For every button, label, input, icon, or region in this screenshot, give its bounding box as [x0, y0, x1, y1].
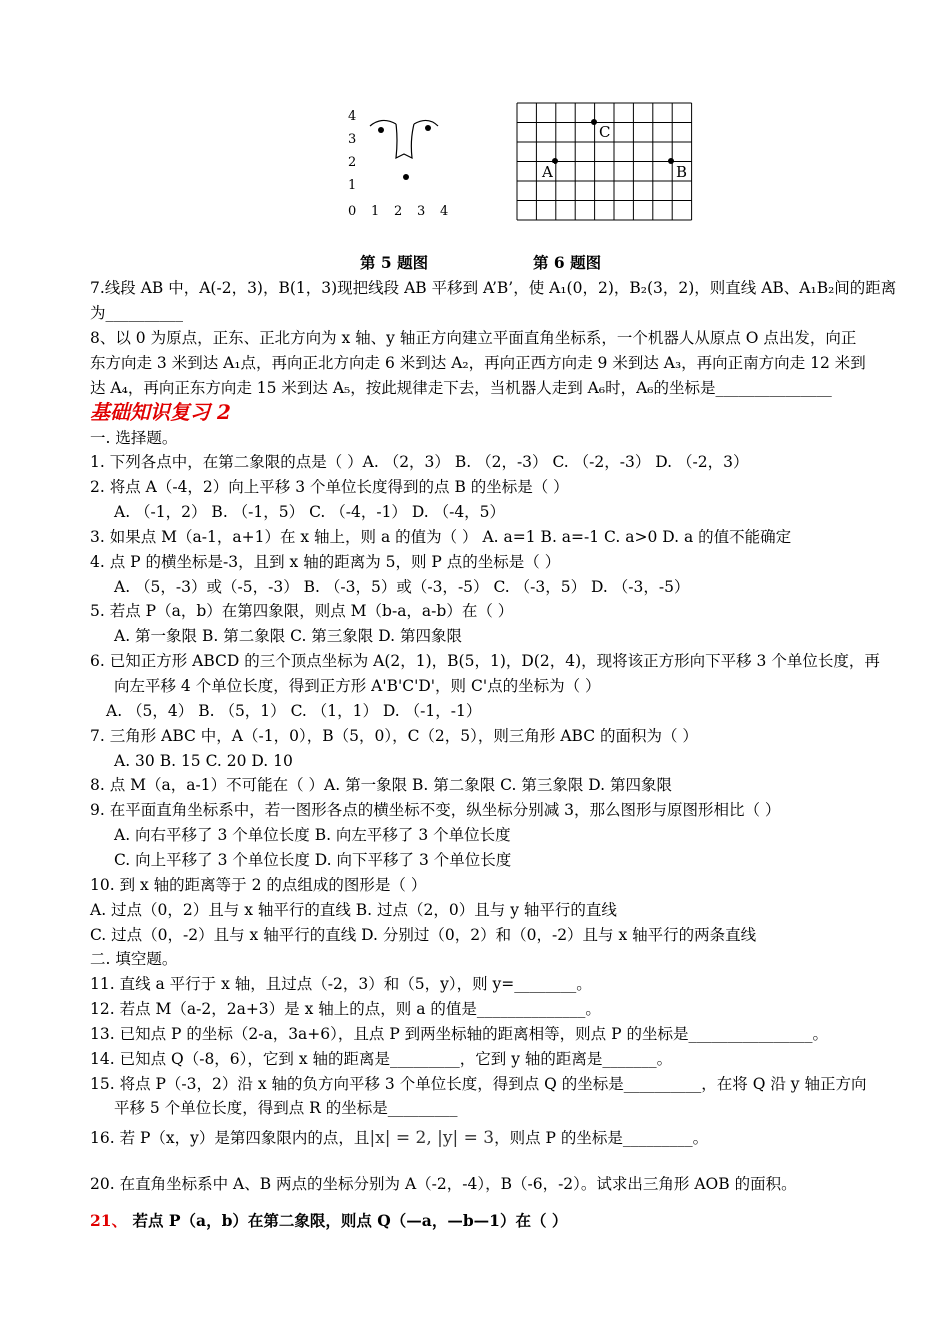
question-5: 5. 若点 P（a，b）在第四象限，则点 M（b-a，a-b）在（ ）	[90, 602, 514, 620]
question-1: 1. 下列各点中，在第二象限的点是（ ）A. （2，3） B. （2，-3） C. （-2，-3） D. （-2，3）	[90, 453, 749, 471]
nose	[396, 124, 414, 158]
fig5-xtick: 4	[440, 204, 449, 219]
label-a: A	[542, 163, 553, 181]
section-title: 基础知识复习 2	[90, 400, 231, 424]
point-b	[668, 158, 674, 164]
part1-title: 一. 选择题。	[90, 429, 178, 447]
question-20: 20. 在直角坐标系中 A、B 两点的坐标分别为 A（-2，-4），B（-6，-2）。试求出三角形 AOB 的面积。	[90, 1175, 797, 1193]
q7-intro-cont: 为__________	[90, 304, 184, 322]
question-21-number: 21、	[90, 1211, 128, 1230]
fig6-caption: 第 6 题图	[533, 253, 602, 272]
question-7: 7. 三角形 ABC 中，A（-1，0），B（5，0），C（2，5），则三角形 ABC 的面积为（ ）	[90, 727, 698, 745]
label-b: B	[676, 163, 688, 181]
question-6-l2: 向左平移 4 个单位长度，得到正方形 A'B'C'D'，则 C'点的坐标为（ ）	[114, 677, 601, 695]
question-6-l1: 6. 已知正方形 ABCD 的三个顶点坐标为 A(2，1)，B(5，1)，D(2，4)，现将该正方形向下平移 3 个单位长度，再	[90, 652, 880, 670]
question-12: 12. 若点 M（a-2，2a+3）是 x 轴上的点，则 a 的值是______________。	[90, 1000, 601, 1018]
fig5-xtick: 3	[417, 204, 426, 219]
mouth-dot	[403, 174, 409, 180]
question-15-l2: 平移 5 个单位长度，得到点 R 的坐标是_________	[114, 1099, 458, 1117]
question-11: 11. 直线 a 平行于 x 轴，且过点（-2，3）和（5，y），则 y=________。	[90, 975, 592, 993]
question-10-options-2: C. 过点（0，-2）且与 x 轴平行的直线 D. 分别过（0，2）和（0，-2）且与 x 轴平行的两条直线	[90, 926, 757, 944]
figure-5-face-grid	[340, 100, 460, 225]
fig5-ytick: 3	[348, 132, 357, 147]
question-5-options: A. 第一象限 B. 第二象限 C. 第三象限 D. 第四象限	[114, 627, 462, 645]
question-4-options: A. （5，-3）或（-5，-3） B. （-3，5）或（-3，-5） C. （-3，5） D. （-3，-5）	[114, 578, 690, 596]
question-15-l1: 15. 将点 P（-3，2）沿 x 轴的负方向平移 3 个单位长度，得到点 Q 的坐标是__________，在将 Q 沿 y 轴正方向	[90, 1075, 867, 1093]
q8-intro-l3: 达 A₄，再向正东方向走 15 米到达 A₅，按此规律走下去，当机器人走到 A₆时，A₆的坐标是_______________	[90, 379, 832, 397]
question-10: 10. 到 x 轴的距离等于 2 的点组成的图形是（ ）	[90, 876, 427, 894]
fig5-xtick: 1	[371, 204, 380, 219]
fig5-xtick: 0	[348, 204, 357, 219]
left-eye-dot	[378, 127, 384, 133]
question-16	[90, 1128, 708, 1148]
question-7-options: A. 30 B. 15 C. 20 D. 10	[114, 752, 293, 770]
part2-title: 二. 填空题。	[90, 950, 178, 968]
question-8: 8. 点 M（a，a-1）不可能在（ ）A. 第一象限 B. 第二象限 C. 第三象限 D. 第四象限	[90, 776, 672, 794]
question-10-options-1: A. 过点（0，2）且与 x 轴平行的直线 B. 过点（2，0）且与 y 轴平行的直线	[90, 901, 617, 919]
question-21-text: 若点 P（a，b）在第二象限，则点 Q（—a，—b—1）在（ ）	[127, 1211, 568, 1230]
point-c	[591, 119, 597, 125]
question-16-text-b: ，则点 P 的坐标是_________。	[494, 1129, 709, 1147]
question-21	[90, 1211, 567, 1231]
q7-intro-text: 7.线段 AB 中，A(-2，3)，B(1，3)现把线段 AB 平移到 A’B’，使 A₁(0，2)，B₂(3，2)，则直线 AB、A₁B₂间的距离	[90, 279, 897, 297]
fig5-xtick: 2	[394, 204, 403, 219]
question-14: 14. 已知点 Q（-8，6），它到 x 轴的距离是_________，它到 y 轴的距离是_______。	[90, 1050, 673, 1068]
question-9-options-1: A. 向右平移了 3 个单位长度 B. 向左平移了 3 个单位长度	[114, 826, 511, 844]
left-brow	[370, 120, 396, 126]
fig5-caption: 第 5 题图	[360, 253, 429, 272]
question-9: 9. 在平面直角坐标系中，若一图形各点的横坐标不变，纵坐标分别减 3，那么图形与原图形相比（ ）	[90, 801, 781, 819]
question-4: 4. 点 P 的横坐标是-3，且到 x 轴的距离为 5，则 P 点的坐标是（ ）	[90, 553, 561, 571]
question-2-options: A. （-1，2） B. （-1，5） C. （-4，-1） D. （-4，5）	[114, 503, 506, 521]
q8-intro-l1: 8、以 0 为原点，正东、正北方向为 x 轴、y 轴正方向建立平面直角坐标系，一个机器人从原点 O 点出发，向正	[90, 329, 857, 347]
q8-intro-l2: 东方向走 3 米到达 A₁点，再向正北方向走 6 米到达 A₂，再向正西方向走 9 米到达 A₃，再向正南方向走 12 米到	[90, 354, 866, 372]
label-c: C	[599, 123, 611, 141]
fig5-ytick: 2	[348, 155, 357, 170]
right-brow	[414, 120, 438, 126]
question-16-equation: |x| = 2, |y| = 3	[369, 1128, 495, 1148]
question-16-text-a: 16. 若 P（x，y）是第四象限内的点，且	[90, 1129, 370, 1147]
figure-6-grid	[515, 100, 695, 225]
question-13: 13. 已知点 P 的坐标（2-a，3a+6），且点 P 到两坐标轴的距离相等，则点 P 的坐标是________________。	[90, 1025, 828, 1043]
question-6-options: A. （5，4） B. （5，1） C. （1，1） D. （-1，-1）	[106, 702, 482, 720]
fig5-ytick: 1	[348, 178, 357, 193]
question-9-options-2: C. 向上平移了 3 个单位长度 D. 向下平移了 3 个单位长度	[114, 851, 512, 869]
right-eye-dot	[425, 125, 431, 131]
question-3: 3. 如果点 M（a-1，a+1）在 x 轴上，则 a 的值为（ ） A. a=1 B. a=-1 C. a>0 D. a 的值不能确定	[90, 528, 792, 546]
fig5-ytick: 4	[348, 109, 357, 124]
question-2: 2. 将点 A（-4，2）向上平移 3 个单位长度得到的点 B 的坐标是（ ）	[90, 478, 569, 496]
